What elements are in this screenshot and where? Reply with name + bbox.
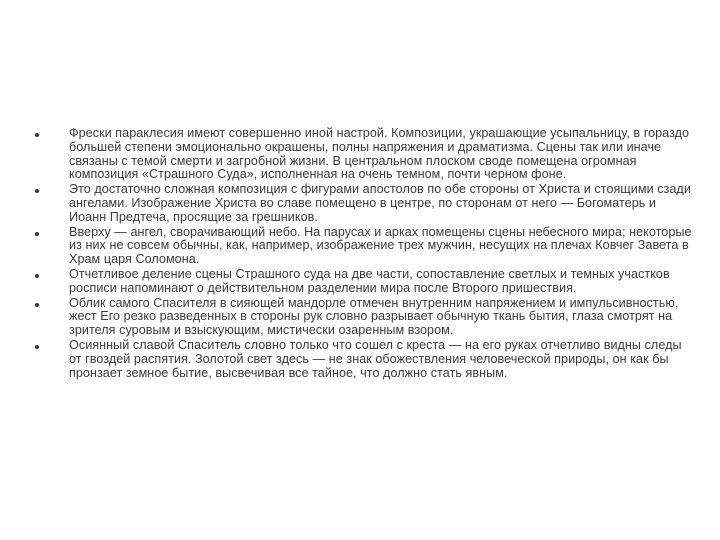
bullet-icon (35, 274, 39, 278)
paragraph-text: Это достаточно сложная композиция с фигурами апостолов по обе стороны от Христа и стоящими сзади ангелами. Изображение Христа во славе помещено в центре, по сторонам от него — Богоматерь и Иоанн Предтеча, просящие за грешников. (69, 182, 691, 224)
list-item (35, 297, 695, 338)
paragraph-text: Облик самого Спасителя в сияющей мандорле отмечен внутренним напряжением и импульсивностью, жест Его резко разведенных в стороны рук словно разрывает обычную ткань бытия, глаза смотрят на зрителя суровым и взыскующим, мистически озаренным взором. (69, 295, 679, 338)
paragraph-text: Осиянный славой Спаситель словно только что сошел с креста — на его руках отчетливо видны следы от гвоздей распятия. Золотой свет здесь — не знак обожествления человеческой природы, он как бы пронзает земное бытие, высвечивая все тайное, что должно стать явным. (69, 337, 682, 380)
paragraph-text: Вверху — ангел, сворачивающий небо. На парусах и арках помещены сцены небесного мира; некоторые из них не совсем обычны, как, например, изображение трех мужчин, несущих на плечах Ковчег Завета в Храм царя Соломона. (69, 224, 692, 267)
bullet-icon (35, 345, 39, 349)
bullet-icon (35, 133, 39, 137)
paragraph-text: Фрески параклесия имеют совершенно иной настрой. Композиции, украшающие усыпальницу, в гораздо большей степени эмоционально окрашены, полны напряжения и драматизма. Сцены так или иначе связаны с темой смерти и загробной жизни. В центральном плоском своде помещена огромная композиция «Страшного Суда», исполненная на очень темном, почти черном фоне. (69, 126, 690, 182)
bullet-icon (35, 303, 39, 307)
bullet-icon (35, 189, 39, 193)
bullet-list (35, 127, 695, 381)
paragraph-text: Отчетливое деление сцены Страшного суда на две части, сопоставление светлых и темных участков росписи напоминают о действительном разделении мира после Второго пришествия. (69, 266, 670, 295)
list-item (35, 268, 695, 296)
bullet-icon (35, 232, 39, 236)
list-item (35, 339, 695, 380)
list-item (35, 226, 695, 267)
list-item (35, 183, 695, 224)
list-item (35, 127, 695, 182)
